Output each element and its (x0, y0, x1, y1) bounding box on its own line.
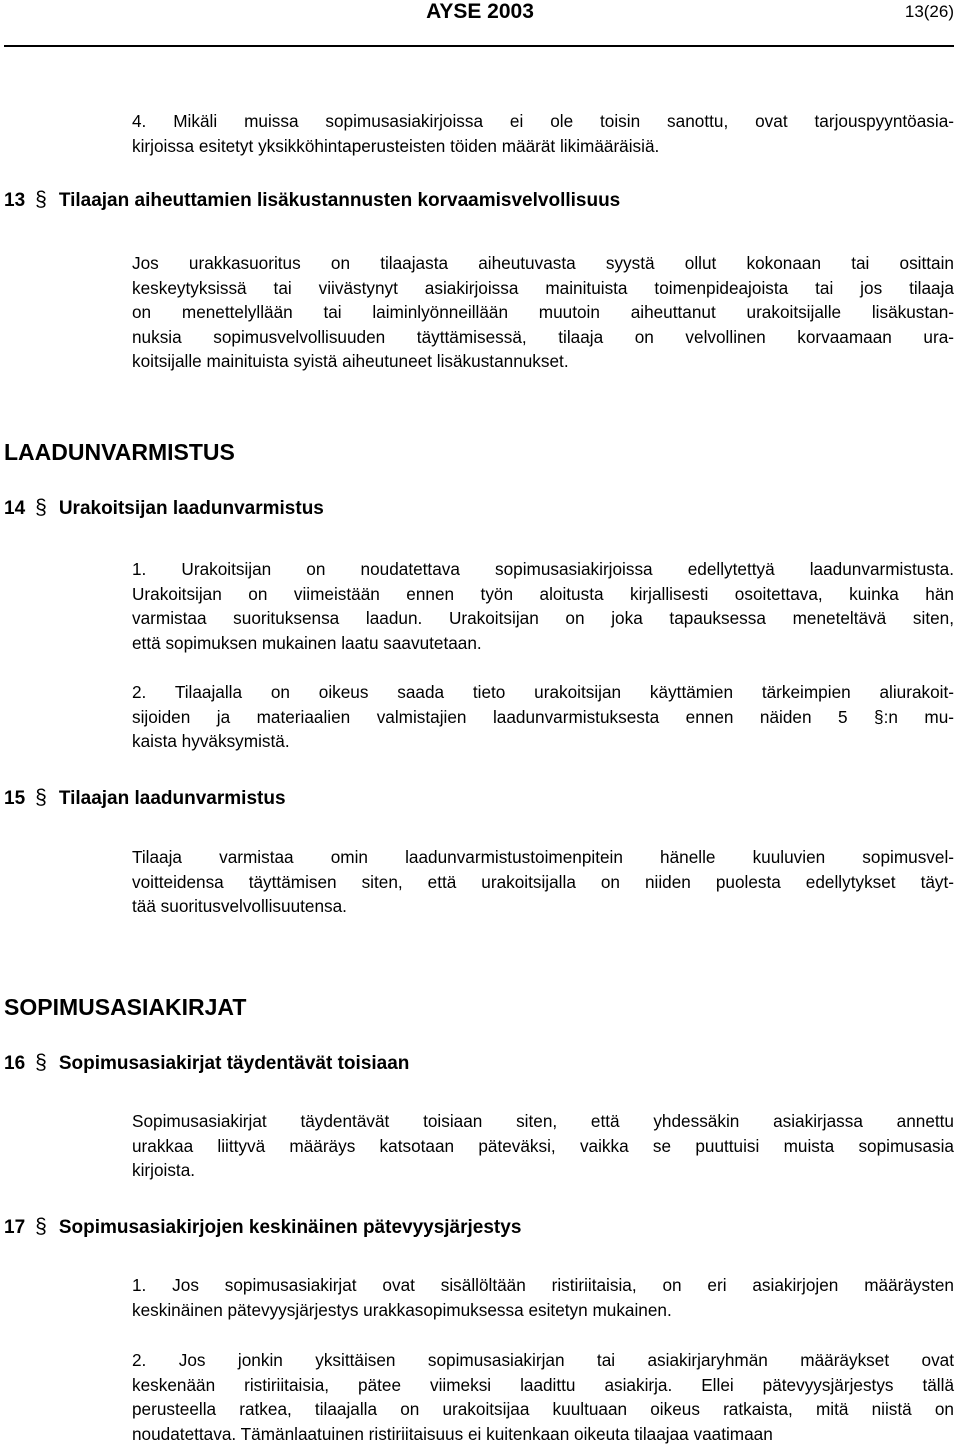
section-13-body (132, 251, 954, 374)
section-14-item-1 (132, 557, 954, 655)
section-17-item-1 (132, 1273, 954, 1322)
text-line: 2. Tilaajalla on oikeus saada tieto urakoitsijan käyttämien tärkeimpien aliurakoit- (132, 682, 954, 702)
text-line: 1. Urakoitsijan on noudatettava sopimusasiakirjoissa edellytettyä laadunvarmistusta. (132, 559, 954, 579)
section-sign-icon: § (35, 188, 47, 211)
text-line: keskenään ristiriitaisia, pätee viimeksi laadittu asiakirja. Ellei pätevyysjärjestys tällä (132, 1374, 954, 1395)
section-15-body (132, 845, 954, 919)
text-line: keskinäinen pätevyysjärjestys urakkasopimuksessa esitetyn mukainen. (132, 1299, 672, 1320)
section-13-heading (4, 188, 620, 213)
text-line: nuksia sopimusvelvollisuuden täyttämisessä, tilaaja on velvollinen korvaamaan ura- (132, 326, 954, 347)
page-number: 13(26) (904, 2, 954, 21)
section-title: Tilaajan laadunvarmistus (58, 788, 286, 809)
text-line: 2. Jos jonkin yksittäisen sopimusasiakirjan tai asiakirjaryhmän määräykset ovat (132, 1350, 954, 1370)
section-sign-icon: § (35, 786, 47, 809)
header-divider (4, 45, 954, 47)
text-line: kirjoissa esitetyt yksikköhintaperusteisten töiden määrät likimääräisiä. (132, 135, 660, 156)
section-number: 13 (4, 190, 26, 211)
section-title: Urakoitsijan laadunvarmistus (58, 498, 324, 519)
section-16-heading (4, 1051, 409, 1076)
text-line: 4. Mikäli muissa sopimusasiakirjoissa ei ole toisin sanottu, ovat tarjouspyyntöasia- (132, 111, 954, 131)
section-sign-icon: § (35, 496, 47, 519)
section-15-heading (4, 786, 286, 811)
section-title: Sopimusasiakirjojen keskinäinen pätevyysjärjestys (58, 1217, 522, 1238)
text-line: on menettelyllään tai laiminlyönneillään muutoin aiheuttanut urakoitsijalle lisäkustan- (132, 302, 954, 322)
text-line: 1. Jos sopimusasiakirjat ovat sisällöltään ristiriitaisia, on eri asiakirjojen määräysten (132, 1275, 954, 1295)
section-14-heading (4, 496, 324, 521)
document-title: AYSE 2003 (426, 0, 534, 23)
section-number: 16 (4, 1053, 26, 1074)
section-14-item-2 (132, 680, 954, 754)
text-line: varmistaa suorituksensa laadun. Urakoitsijan on joka tapauksessa meneteltävä siten, (132, 608, 954, 628)
text-line: koitsijalle mainituista syistä aiheutuneet lisäkustannukset. (132, 351, 569, 371)
chapter-heading-laadunvarmistus: LAADUNVARMISTUS (4, 439, 235, 465)
text-line: Jos urakkasuoritus on tilaajasta aiheutuvasta syystä ollut kokonaan tai osittain (132, 253, 954, 273)
section-number: 15 (4, 788, 26, 809)
section-title: Sopimusasiakirjat täydentävät toisiaan (58, 1053, 410, 1074)
text-line: kaista hyväksymistä. (132, 731, 290, 751)
text-line: että sopimuksen mukainen laatu saavutetaan. (132, 632, 482, 653)
section-sign-icon: § (35, 1215, 47, 1238)
text-line: sijoiden ja materiaalien valmistajien laadunvarmistuksesta ennen näiden 5 §:n mu- (132, 706, 954, 727)
text-line: kirjoista. (132, 1160, 196, 1180)
text-line: noudatettava. Tämänlaatuinen ristiriitaisuus ei kuitenkaan oikeuta tilaajaa vaatimaan (132, 1423, 773, 1444)
section-16-body (132, 1109, 954, 1183)
text-line: Urakoitsijan on viimeistään ennen työn aloitusta kirjallisesti osoitettava, kuinka hän (132, 583, 954, 604)
section-number: 17 (4, 1217, 26, 1238)
section-sign-icon: § (35, 1051, 47, 1074)
section-17-item-2 (132, 1348, 954, 1446)
text-line: tää suoritusvelvollisuutensa. (132, 896, 347, 916)
text-line: perusteella ratkea, tilaajalla on urakoitsijaa kuultuaan oikeus ratkaista, mitä niistä on (132, 1399, 954, 1419)
section-title: Tilaajan aiheuttamien lisäkustannusten korvaamisvelvollisuus (58, 190, 621, 211)
text-line: Sopimusasiakirjat täydentävät toisiaan siten, että yhdessäkin asiakirjassa annettu (132, 1111, 954, 1131)
text-line: keskeytyksissä tai viivästynyt asiakirjoissa mainituista toimenpideajoista tai jos tilaaja (132, 277, 954, 298)
section-number: 14 (4, 498, 26, 519)
text-line: Tilaaja varmistaa omin laadunvarmistustoimenpitein hänelle kuuluvien sopimusvel- (132, 847, 954, 867)
chapter-heading-sopimusasiakirjat: SOPIMUSASIAKIRJAT (4, 994, 247, 1020)
paragraph-item-4 (132, 109, 954, 158)
text-line: voitteidensa täyttämisen siten, että urakoitsijalla on niiden puolesta edellytykset täyt- (132, 871, 954, 892)
text-line: urakkaa liittyvä määräys katsotaan päteväksi, vaikka se puuttuisi muista sopimusasia (132, 1135, 954, 1156)
section-17-heading (4, 1215, 521, 1240)
